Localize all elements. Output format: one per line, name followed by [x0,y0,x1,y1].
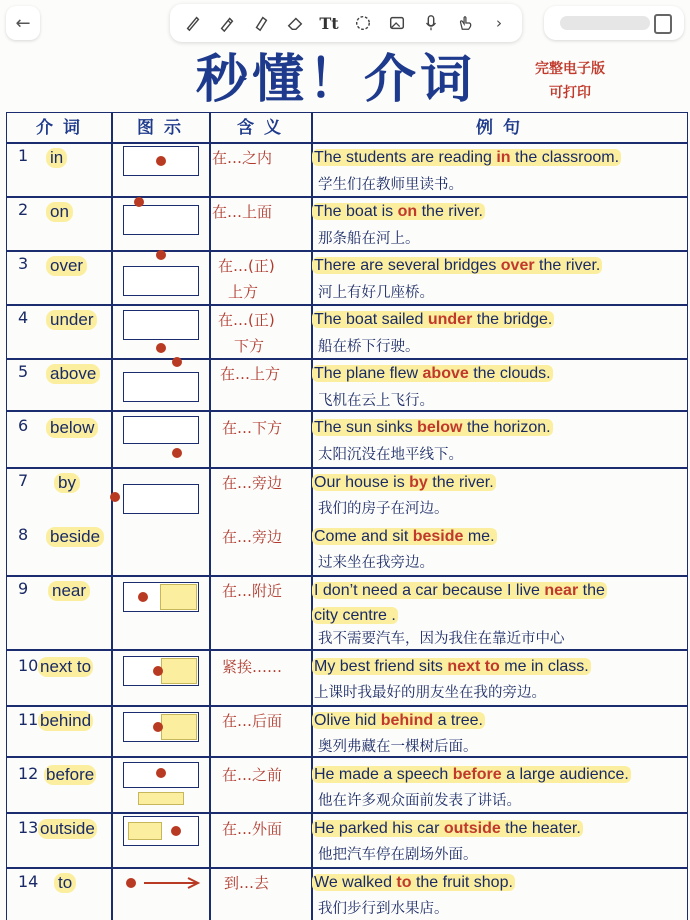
example-english: Olive hid behind a tree. [314,712,483,729]
object-dot [156,156,166,166]
example-english: The boat is on the river. [314,203,483,220]
row-divider [7,812,687,814]
row-divider [7,358,687,360]
object-dot [156,343,166,353]
example-chinese: 那条船在河上。 [318,231,420,247]
meaning-text: 在…旁边 [222,474,283,492]
meaning-text: 在…后面 [222,712,283,730]
row-divider [7,575,687,577]
meaning-text-line2: 下方 [234,337,265,355]
blurred-name [560,16,650,30]
example-chinese: 学生们在教师里读书。 [318,177,463,193]
page-title: 秒懂！介词 [196,50,477,110]
touch-icon[interactable] [452,10,478,36]
example-english: He made a speech before a large audience. [314,766,629,783]
text-icon[interactable]: Tt [319,13,339,33]
header-preposition: 介 词 [36,118,82,138]
preposition-word: near [48,581,90,601]
example-english: My best friend sits next to me in class. [314,658,589,675]
row-number: 14 [18,872,39,891]
object-dot [156,768,166,778]
preposition-word: below [46,418,98,438]
arrow-left-icon: ← [15,12,31,34]
header-meaning: 含 义 [237,118,283,138]
microphone-icon[interactable] [418,10,444,36]
eraser-icon[interactable] [282,10,308,36]
pen-icon[interactable] [180,10,206,36]
chevron-right-icon[interactable]: › [496,14,502,32]
row-number: 12 [18,764,39,783]
drawing-toolbar [170,4,522,42]
example-english: The plane flew above the clouds. [314,365,551,382]
meaning-text: 在…(正) [218,257,275,275]
row-divider [7,142,687,144]
preposition-word: outside [40,819,95,838]
row-number: 8 [18,525,29,544]
object-dot [134,197,144,207]
object-dot [171,826,181,836]
meaning-text: 在…之内 [212,149,273,167]
example-chinese: 我们的房子在河边。 [318,501,449,517]
row-divider [7,304,687,306]
reference-box [128,822,162,840]
row-number: 7 [18,471,29,490]
example-english: We walked to the fruit shop. [314,874,513,891]
meaning-text: 在…旁边 [222,528,283,546]
row-divider [7,705,687,707]
preposition-word: before [46,765,95,784]
example-chinese: 太阳沉没在地平线下。 [318,447,463,463]
object-dot [156,250,166,260]
meaning-text: 到…去 [224,874,270,892]
object-dot [153,666,163,676]
copy-icon[interactable] [654,14,672,34]
example-chinese: 过来坐在我旁边。 [318,555,434,571]
example-chinese: 奥列弗藏在一棵树后面。 [318,739,478,755]
object-dot [172,448,182,458]
subtitle-line2: 可打印 [549,85,591,101]
meaning-text: 在…外面 [222,820,283,838]
reference-box [138,792,184,805]
meaning-text: 在…之前 [222,766,283,784]
row-divider [7,196,687,198]
preposition-word: next to [40,657,92,676]
subtitle-line1: 完整电子版 [535,61,605,77]
diagram-box [123,372,199,402]
column-divider [209,113,211,920]
diagram-box [123,310,199,340]
row-number: 6 [18,416,29,435]
image-icon[interactable] [384,10,410,36]
preposition-word: by [54,473,80,493]
row-number: 5 [18,362,29,381]
example-english: I don’t need a car because I live near the [314,582,605,599]
preposition-word: behind [40,711,92,730]
row-divider [7,250,687,252]
example-chinese: 我们步行到水果店。 [318,901,449,917]
meaning-text-line2: 上方 [228,283,259,301]
example-english: The students are reading in the classroom. [314,149,620,166]
row-number: 2 [18,200,29,219]
column-divider [111,113,113,920]
example-chinese: 我不需要汽车，因为我住在靠近市中心 [318,631,565,647]
row-number: 10 [18,656,39,675]
object-dot [172,357,182,367]
object-dot [153,722,163,732]
example-chinese: 他把汽车停在剧场外面。 [318,847,478,863]
row-number: 1 [18,146,29,165]
meaning-text: 在…附近 [222,582,283,600]
row-divider [7,467,687,469]
row-divider [7,867,687,869]
account-pill[interactable] [544,6,684,40]
pencil-icon[interactable] [214,10,240,36]
diagram-box [123,205,199,235]
example-english: There are several bridges over the river. [314,257,601,274]
example-chinese: 河上有好几座桥。 [318,285,434,301]
row-number: 3 [18,254,29,273]
diagram-box [123,484,199,514]
meaning-text: 在…上方 [220,365,281,383]
example-chinese: 上课时我最好的朋友坐在我的旁边。 [314,685,546,701]
row-number: 9 [18,579,29,598]
example-chinese: 飞机在云上飞行。 [318,393,434,409]
meaning-text: 在…上面 [212,203,273,221]
meaning-text: 在…(正) [218,311,275,329]
example-english: The sun sinks below the horizon. [314,419,551,436]
reference-box [161,714,197,740]
example-english: The boat sailed under the bridge. [314,311,553,328]
reference-box [160,584,197,610]
meaning-text: 紧挨…… [222,658,283,676]
top-bar [0,0,690,46]
reference-box [161,658,197,684]
preposition-word: above [46,364,100,384]
example-english: Our house is by the river. [314,474,494,491]
header-diagram: 图 示 [137,118,183,138]
example-english: Come and sit beside me. [314,528,495,545]
header-example: 例 句 [476,118,522,138]
object-dot [110,492,120,502]
row-number: 11 [18,710,39,729]
row-number: 4 [18,308,29,327]
preposition-word: under [46,310,97,330]
object-dot [138,592,148,602]
preposition-word: beside [46,527,104,547]
row-number: 13 [18,818,39,837]
arrow-right-icon [142,874,202,892]
object-dot [126,878,136,888]
highlighter-icon[interactable] [248,10,274,36]
example-english: He parked his car outside the heater. [314,820,581,837]
diagram-box [123,266,199,296]
diagram-box [123,416,199,444]
back-button[interactable] [6,6,40,40]
meaning-text: 在…下方 [222,419,283,437]
column-divider [311,113,313,920]
preposition-word: over [46,256,87,276]
lasso-icon[interactable] [350,10,376,36]
example-chinese: 船在桥下行驶。 [318,339,420,355]
preposition-word: to [54,873,76,893]
preposition-word: in [46,148,67,168]
example-chinese: 他在许多观众面前发表了讲话。 [318,793,521,809]
preposition-word: on [46,202,73,222]
example-english-line2: city centre . [314,607,396,624]
